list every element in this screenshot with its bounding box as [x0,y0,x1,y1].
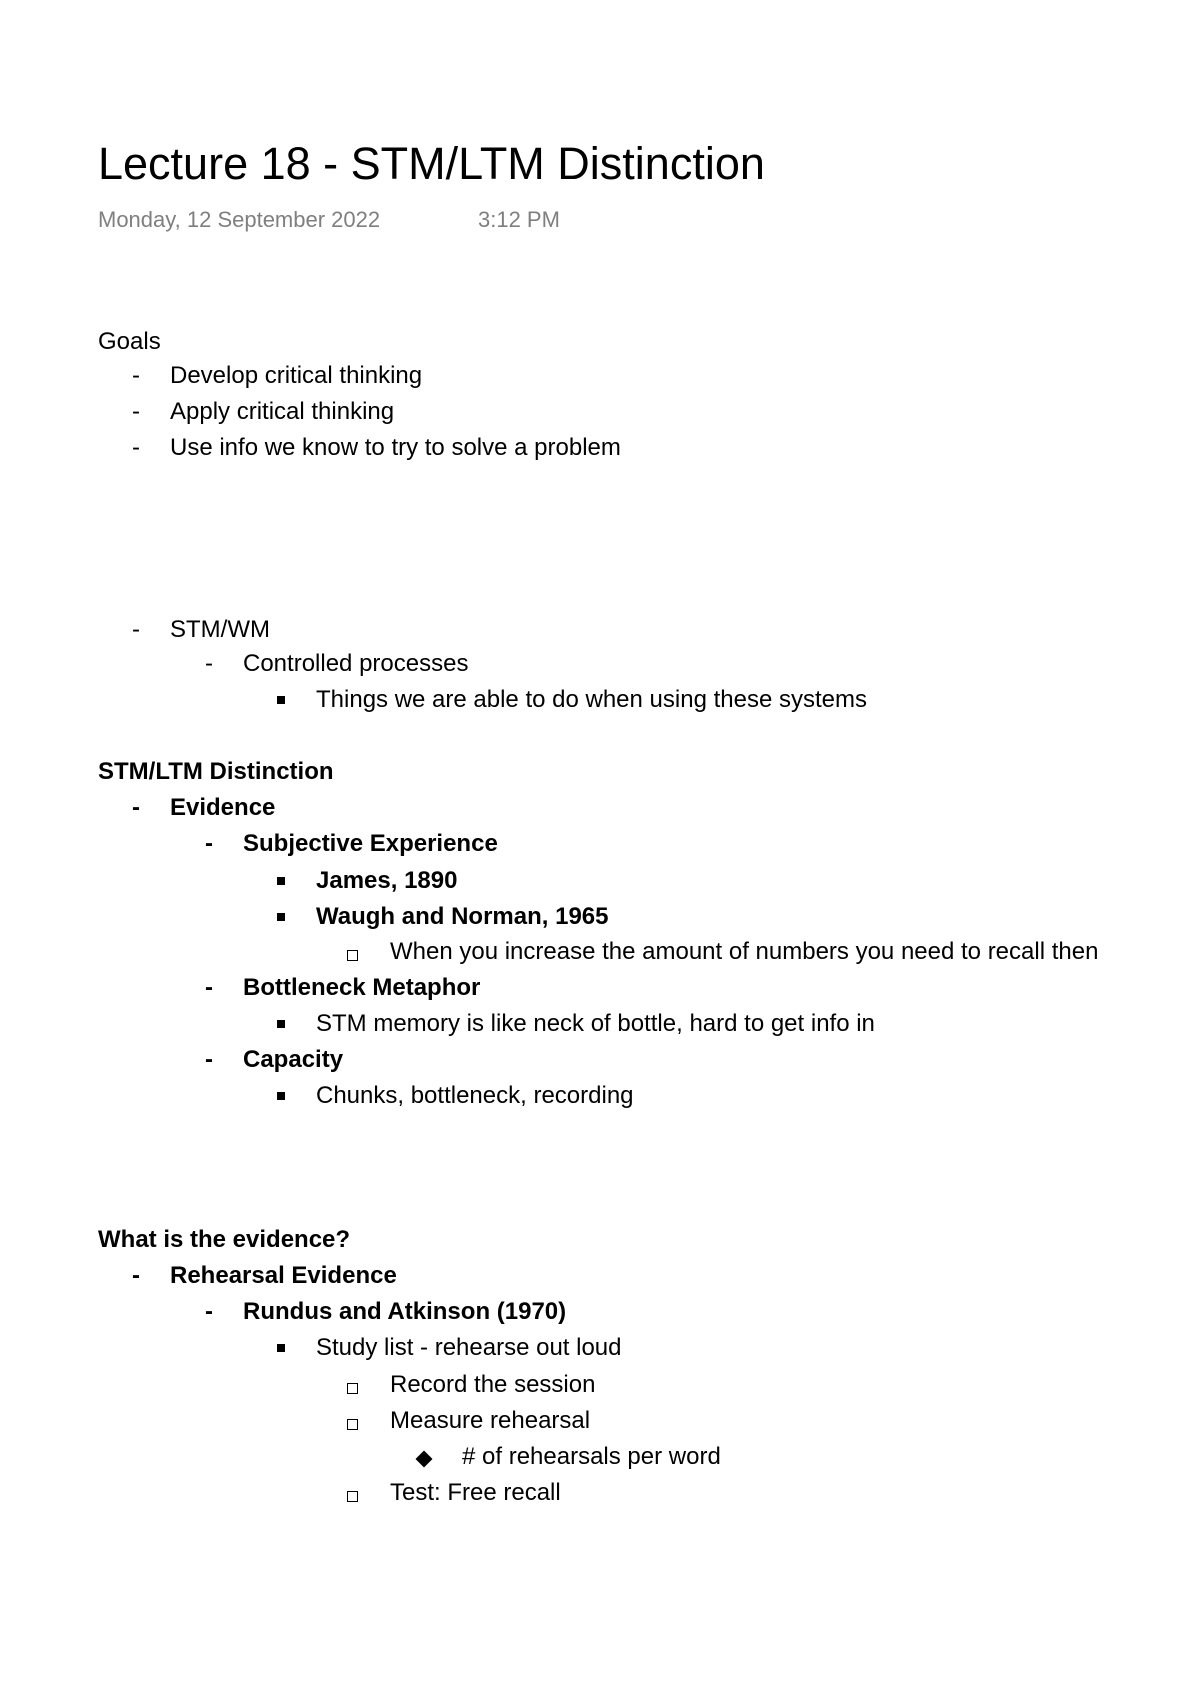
page-title: Lecture 18 - STM/LTM Distinction [98,138,765,189]
rehearsal-evidence-item: Rehearsal Evidence [170,1262,397,1289]
evidence-item: Evidence [170,794,276,821]
goal-item: Use info we know to try to solve a problem [170,434,621,461]
capacity-item: Capacity [243,1046,344,1073]
evidence-heading: What is the evidence? [98,1226,351,1253]
distinction-heading: STM/LTM Distinction [98,758,334,785]
james-item: James, 1890 [316,867,458,894]
dash-bullet: - [132,434,140,461]
goals-heading: Goals [98,328,161,355]
square-bullet [277,913,285,921]
bottleneck-item: Bottleneck Metaphor [243,974,481,1001]
dash-bullet: - [205,650,213,677]
waugh-norman-note: When you increase the amount of numbers you need to recall then [390,938,1099,965]
study-list-item: Study list - rehearse out loud [316,1334,622,1361]
subjective-experience-item: Subjective Experience [243,830,498,857]
dash-bullet: - [132,794,140,821]
free-recall-item: Test: Free recall [390,1479,561,1506]
square-bullet [277,1092,285,1100]
dash-bullet: - [132,398,140,425]
goal-item: Apply critical thinking [170,398,395,425]
rehearsals-per-word-item: # of rehearsals per word [462,1443,721,1470]
box-bullet [347,1491,358,1502]
dash-bullet: - [132,362,140,389]
stm-wm-item: STM/WM [170,616,270,643]
measure-rehearsal-item: Measure rehearsal [390,1407,591,1434]
record-session-item: Record the session [390,1371,596,1398]
controlled-processes-item: Controlled processes [243,650,469,677]
systems-note: Things we are able to do when using these systems [316,686,867,713]
box-bullet [347,1419,358,1430]
time-stamp: 3:12 PM [478,207,560,232]
square-bullet [277,1344,285,1352]
waugh-norman-item: Waugh and Norman, 1965 [316,903,609,930]
dash-bullet: - [205,974,213,1001]
box-bullet [347,950,358,961]
capacity-note: Chunks, bottleneck, recording [316,1082,634,1109]
square-bullet [277,696,285,704]
rundus-atkinson-item: Rundus and Atkinson (1970) [243,1298,567,1325]
dash-bullet: - [205,1298,213,1325]
square-bullet [277,877,285,885]
dash-bullet: - [205,1046,213,1073]
diamond-bullet [416,1451,433,1468]
box-bullet [347,1383,358,1394]
bottleneck-note: STM memory is like neck of bottle, hard to get info in [316,1010,875,1037]
dash-bullet: - [132,1262,140,1289]
dash-bullet: - [132,616,140,643]
date-stamp: Monday, 12 September 2022 [98,207,381,232]
square-bullet [277,1020,285,1028]
dash-bullet: - [205,830,213,857]
goal-item: Develop critical thinking [170,362,423,389]
